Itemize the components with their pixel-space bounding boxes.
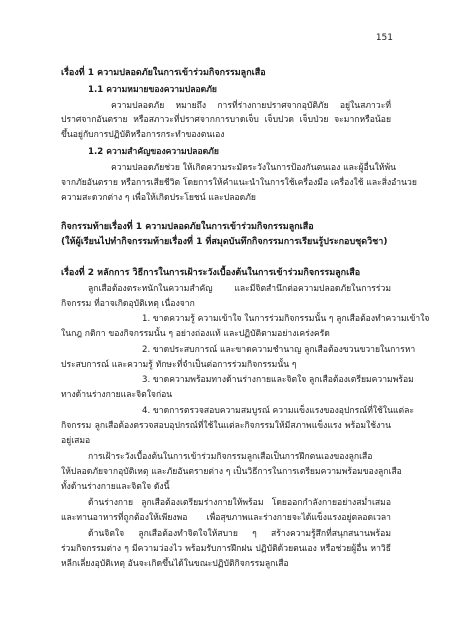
paragraph-line: ทางด้านร่างกายและจิตใจก่อน bbox=[61, 390, 173, 400]
paragraph-line: ประสบการณ์ และความรู้ ทักษะที่จำเป็นต่อการร่วมกิจกรรมนั้น ๆ bbox=[61, 360, 297, 370]
activity-heading: กิจกรรมท้ายเรื่องที่ 1 ความปลอดภัยในการเข้าร่วมกิจกรรมลูกเสือ bbox=[61, 222, 314, 232]
paragraph-line: และทานอาหารที่ถูกต้องให้เพียงพอ เพื่อสุขภาพและร่างกายจะได้แข็งแรงอยู่ตลอดเวลา bbox=[61, 513, 391, 523]
paragraph-line: ความปลอดภัยช่วย ให้เกิดความระมัดระวังในการป้องกันตนเอง และผู้อื่นให้พ้น bbox=[111, 163, 397, 173]
paragraph-line: ความปลอดภัย หมายถึง การที่ร่างกายปราศจากอุบัติภัย อยู่ในสภาวะที่ bbox=[111, 101, 391, 111]
paragraph-line: ลูกเสือต้องตระหนักในความสำคัญ และมีจิตสำนึกต่อความปลอดภัยในการร่วม bbox=[88, 284, 391, 294]
paragraph-line: อยู่เสมอ bbox=[61, 436, 91, 446]
paragraph-line: ในกฎ กติกา ของกิจกรรมนั้น ๆ อย่างถ่องแท้ และปฏิบัติตามอย่างเคร่งครัด bbox=[61, 329, 330, 339]
list-item-1: 1. ขาดความรู้ ความเข้าใจ ในการร่วมกิจกรรมนั้น ๆ ลูกเสือต้องทำความเข้าใจ bbox=[142, 314, 430, 324]
section-1-heading: เรื่องที่ 1 ความปลอดภัยในการเข้าร่วมกิจกรรมลูกเสือ bbox=[61, 68, 266, 78]
subheading-1-2: 1.2 ความสำคัญของความปลอดภัย bbox=[88, 147, 219, 157]
paragraph-line: กิจกรรม ลูกเสือต้องตรวจสอบอุปกรณ์ที่ใช้ในแต่ละกิจกรรมให้มีสภาพแข็งแรง พร้อมใช้งาน bbox=[61, 421, 391, 431]
paragraph-line: ร่วมกิจกรรมต่าง ๆ มีความว่องไว พร้อมรับการฝึกฝน ปฏิบัติด้วยตนเอง หรือช่วยผู้อื่น หาวิธี bbox=[61, 544, 391, 554]
paragraph-line: หลีกเลี่ยงอุบัติเหตุ อันจะเกิดขึ้นได้ในขณะปฏิบัติกิจกรรมลูกเสือ bbox=[61, 559, 289, 569]
page-number: 151 bbox=[375, 33, 393, 43]
list-item-2: 2. ขาดประสบการณ์ และขาดความชำนาญ ลูกเสือต้องขวนขวายในการหา bbox=[142, 345, 416, 355]
paragraph-line: ขึ้นอยู่กับการปฏิบัติหรือการกระทำของตนเอง bbox=[61, 130, 225, 140]
paragraph-line: ให้ปลอดภัยจากอุบัติเหตุ และภัยอันตรายต่าง ๆ เป็นวิธีการในการเตรียมความพร้อมของลูกเสือ bbox=[61, 467, 402, 477]
paragraph-line: จากภัยอันตราย หรือการเสียชีวิต โดยการให้คำแนะนำในการใช้เครื่องมือ เครื่องใช้ และสิ่งอำนวย bbox=[61, 178, 417, 188]
paragraph-line: ความสะดวกต่าง ๆ เพื่อให้เกิดประโยชน์ และปลอดภัย bbox=[61, 193, 256, 203]
paragraph-line: ปราศจากอันตราย หรือสภาวะที่ปราศจากการบาดเจ็บ เจ็บปวด เจ็บป่วย จะมากหรือน้อย bbox=[61, 115, 391, 125]
section-2-heading: เรื่องที่ 2 หลักการ วิธีการในการเฝ้าระวังเบื้องต้นในการเข้าร่วมกิจกรรมลูกเสือ bbox=[61, 268, 361, 278]
body-aspect-line: ด้านร่างกาย ลูกเสือต้องเตรียมร่างกายให้พร้อม โดยออกกำลังกายอย่างสม่ำเสมอ bbox=[88, 498, 391, 508]
paragraph-line: การเฝ้าระวังเบื้องต้นในการเข้าร่วมกิจกรรมลูกเสือเป็นการฝึกตนเองของลูกเสือ bbox=[88, 452, 373, 462]
subheading-1-1: 1.1 ความหมายของความปลอดภัย bbox=[88, 85, 217, 95]
list-item-4: 4. ขาดการตรวจสอบความสมบูรณ์ ความแข็งแรงของอุปกรณ์ที่ใช้ในแต่ละ bbox=[142, 406, 414, 416]
mind-aspect-line: ด้านจิตใจ ลูกเสือต้องทำจิตใจให้สบาย ๆ สร้างความรู้สึกที่สนุกสนานพร้อม bbox=[88, 529, 391, 539]
paragraph-line: ทั้งด้านร่างกายและจิตใจ ดังนี้ bbox=[61, 482, 170, 492]
paragraph-line: กิจกรรม ที่อาจเกิดอุบัติเหตุ เนื่องจาก bbox=[61, 299, 195, 309]
list-item-3: 3. ขาดความพร้อมทางด้านร่างกายและจิตใจ ลูกเสือต้องเตรียมความพร้อม bbox=[142, 375, 414, 385]
activity-note: (ให้ผู้เรียนไปทำกิจกรรมท้ายเรื่องที่ 1 ที่สมุดบันทึกกิจกรรมการเรียนรู้ประกอบชุดวิชา) bbox=[61, 237, 388, 247]
